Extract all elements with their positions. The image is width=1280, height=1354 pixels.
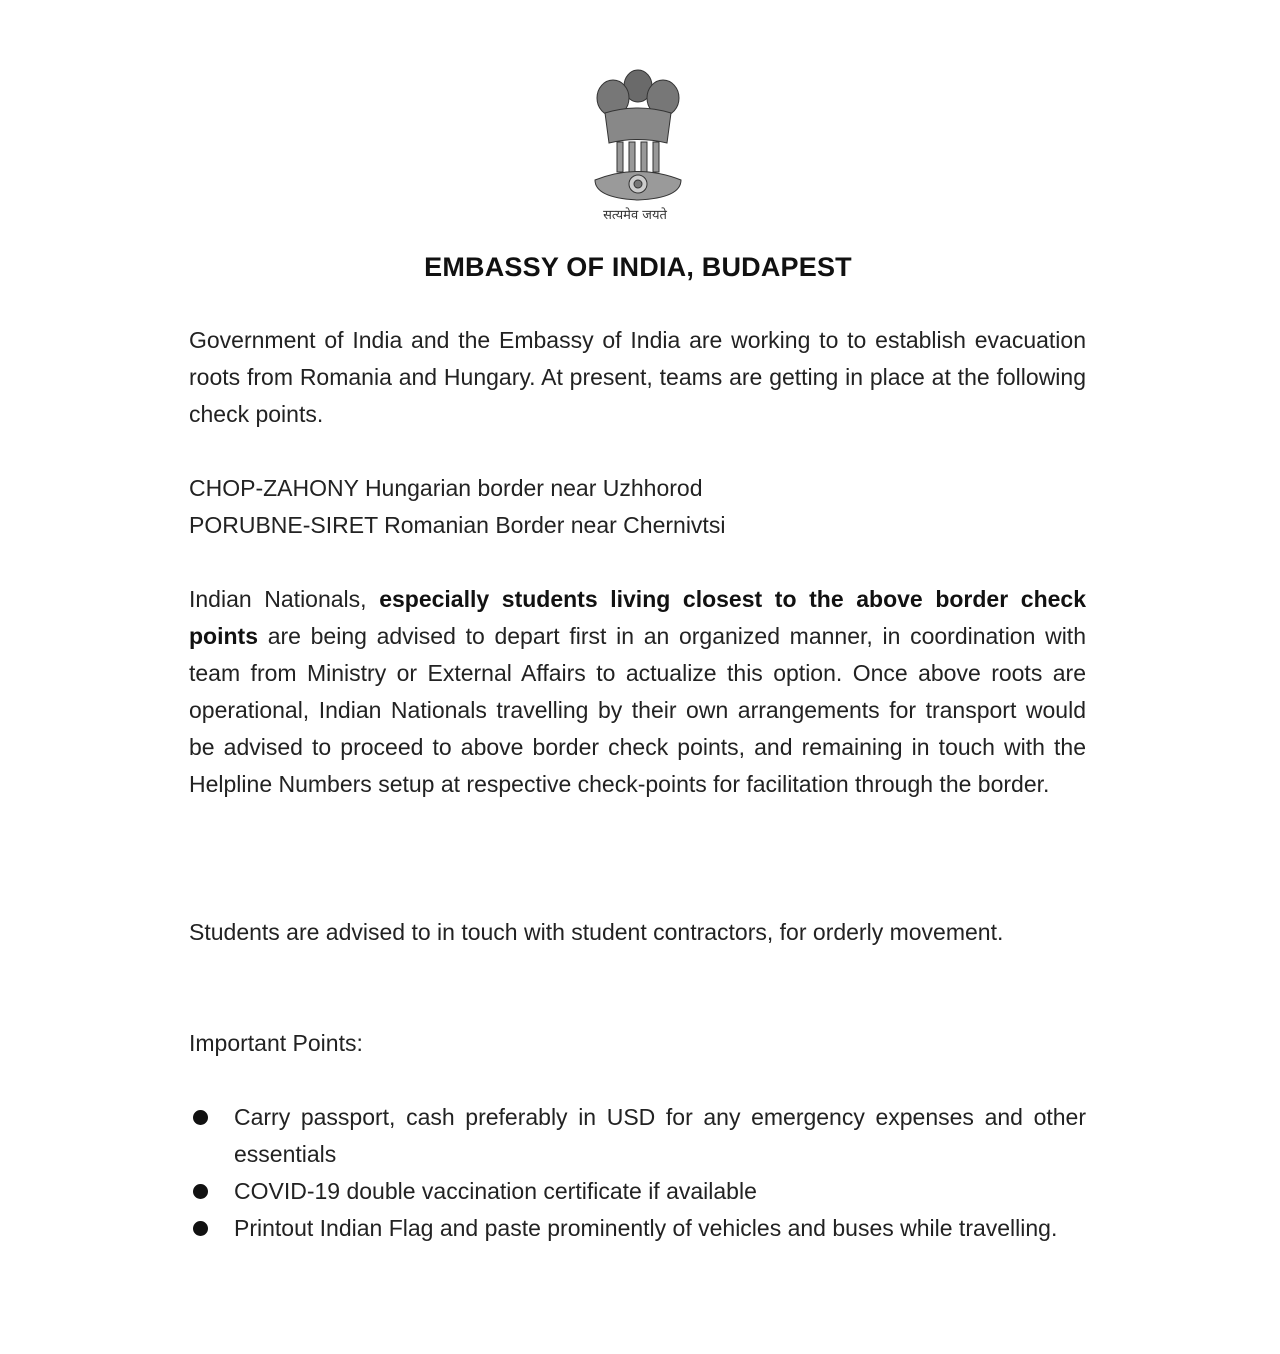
important-points-list bbox=[189, 1099, 1086, 1247]
important-points-heading: Important Points: bbox=[189, 1030, 363, 1056]
advisory-rest: are being advised to depart first in an organized manner, in coordination with team from Ministry or External Affairs to actualize this option. Once above roots are operational, Indian Nationals travelling by their own arrangements for transport would be advised to proceed to above border check points, and remaining in touch with the Helpline Numbers setup at respective check-points for facilitation through the border. bbox=[189, 623, 1086, 797]
list-item-text: COVID-19 double vaccination certificate if available bbox=[234, 1178, 757, 1204]
checkpoint-name: PORUBNE-SIRET bbox=[189, 512, 378, 538]
checkpoint-item bbox=[189, 507, 725, 544]
checkpoint-description: Romanian Border near Chernivtsi bbox=[384, 512, 726, 538]
list-item bbox=[189, 1210, 1086, 1247]
advisory-paragraph bbox=[189, 581, 1086, 803]
list-item-text: Carry passport, cash preferably in USD for any emergency expenses and other essentials bbox=[234, 1104, 1086, 1167]
students-note: Students are advised to in touch with student contractors, for orderly movement. bbox=[189, 919, 1004, 945]
checkpoint-list bbox=[189, 470, 725, 544]
bullet-icon bbox=[193, 1184, 208, 1199]
bullet-icon bbox=[193, 1221, 208, 1236]
list-item-text: Printout Indian Flag and paste prominently of vehicles and buses while travelling. bbox=[234, 1215, 1058, 1241]
checkpoint-name: CHOP-ZAHONY bbox=[189, 475, 359, 501]
intro-paragraph: Government of India and the Embassy of India are working to to establish evacuation roots from Romania and Hungary. At present, teams are getting in place at the following check points. bbox=[189, 327, 1086, 427]
list-item bbox=[189, 1173, 1086, 1210]
bullet-icon bbox=[193, 1110, 208, 1125]
advisory-lead: Indian Nationals, bbox=[189, 586, 380, 612]
advisory-emphasis: especially students living closest to the above border check points bbox=[189, 586, 1086, 649]
emblem-motto: सत्यमेव जयते bbox=[603, 208, 667, 223]
checkpoint-item bbox=[189, 470, 725, 507]
checkpoint-description: Hungarian border near Uzhhorod bbox=[364, 475, 703, 501]
page-title: EMBASSY OF INDIA, BUDAPEST bbox=[424, 252, 852, 282]
list-item bbox=[189, 1099, 1086, 1173]
